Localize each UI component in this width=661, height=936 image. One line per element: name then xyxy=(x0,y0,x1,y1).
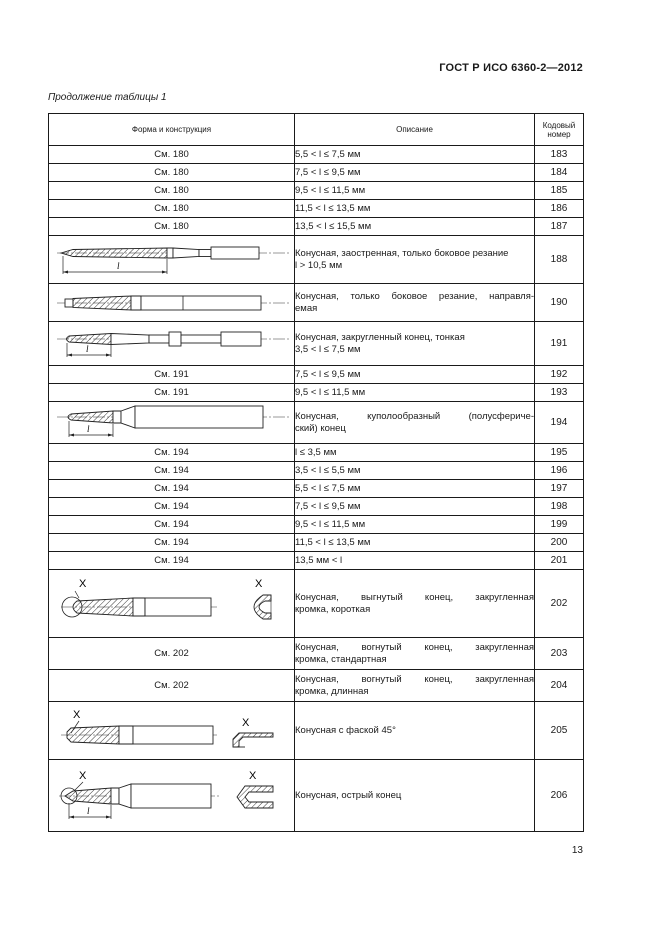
code-cell: 187 xyxy=(535,218,584,236)
table-row xyxy=(49,444,584,462)
length-label: l xyxy=(87,805,90,816)
drawing-cell xyxy=(49,284,295,322)
drawing-cell xyxy=(49,760,295,832)
description-line: 3,5 < l ≤ 7,5 мм xyxy=(295,343,361,355)
bur-drawing-sharp-end xyxy=(49,761,295,831)
form-cell: См. 194 xyxy=(49,534,295,552)
description-cell: 7,5 < l ≤ 9,5 мм xyxy=(295,366,535,384)
table-row xyxy=(49,702,584,760)
description-cell: 9,5 < l ≤ 11,5 мм xyxy=(295,182,535,200)
drawing-cell xyxy=(49,702,295,760)
description-cell: 11,5 < l ≤ 13,5 мм xyxy=(295,534,535,552)
description-line: кромка, короткая xyxy=(295,603,371,615)
page-number: 13 xyxy=(571,845,583,856)
table-row xyxy=(49,200,584,218)
description-cell: 9,5 < l ≤ 11,5 мм xyxy=(295,516,535,534)
code-cell: 199 xyxy=(535,516,584,534)
table-row xyxy=(49,322,584,366)
description-cell xyxy=(295,638,535,670)
description-cell: 5,5 < l ≤ 7,5 мм xyxy=(295,480,535,498)
code-cell: 206 xyxy=(535,760,584,832)
code-cell: 186 xyxy=(535,200,584,218)
code-cell: 203 xyxy=(535,638,584,670)
table-caption: Продолжение таблицы 1 xyxy=(48,92,167,103)
drawing-cell xyxy=(49,402,295,444)
code-cell: 205 xyxy=(535,702,584,760)
bur-drawing-tapered-rounded-thin xyxy=(49,323,295,365)
description-line: кромка, стандартная xyxy=(295,653,387,665)
description-line: Конусная, вогнутый конец, закругленная xyxy=(295,673,534,685)
table-row xyxy=(49,218,584,236)
form-cell: См. 191 xyxy=(49,384,295,402)
description-line: Конусная, только боковое резание, направля- xyxy=(295,290,534,302)
description-line: Конусная, вогнутый конец, закругленная xyxy=(295,641,534,653)
section-label: X xyxy=(79,769,87,782)
code-cell: 200 xyxy=(535,534,584,552)
description-cell xyxy=(295,236,535,284)
code-cell: 190 xyxy=(535,284,584,322)
table-row xyxy=(49,498,584,516)
code-cell: 202 xyxy=(535,570,584,638)
description-cell: Конусная, острый конец xyxy=(295,760,535,832)
bur-drawing-chamfer-45 xyxy=(49,703,295,759)
code-cell: 198 xyxy=(535,498,584,516)
bur-drawing-tapered-pointed xyxy=(49,237,295,283)
description-cell: 3,5 < l ≤ 5,5 мм xyxy=(295,462,535,480)
form-cell: См. 194 xyxy=(49,444,295,462)
form-cell: См. 180 xyxy=(49,182,295,200)
table-row xyxy=(49,516,584,534)
length-label: l xyxy=(117,260,120,271)
description-cell: 7,5 < l ≤ 9,5 мм xyxy=(295,498,535,516)
form-cell: См. 194 xyxy=(49,552,295,570)
table-row xyxy=(49,146,584,164)
description-line: кромка, длинная xyxy=(295,685,369,697)
description-cell xyxy=(295,402,535,444)
form-cell: См. 191 xyxy=(49,366,295,384)
table-row xyxy=(49,462,584,480)
description-cell xyxy=(295,322,535,366)
drawing-cell xyxy=(49,322,295,366)
description-cell: 9,5 < l ≤ 11,5 мм xyxy=(295,384,535,402)
table-row xyxy=(49,164,584,182)
description-cell: 13,5 мм < l xyxy=(295,552,535,570)
description-line: Конусная, закругленный конец, тонкая xyxy=(295,331,465,343)
table-row xyxy=(49,480,584,498)
code-cell: 196 xyxy=(535,462,584,480)
bur-drawing-tapered-side-cutting xyxy=(49,285,295,321)
code-cell: 192 xyxy=(535,366,584,384)
form-cell: См. 180 xyxy=(49,146,295,164)
column-header-description: Описание xyxy=(295,114,535,146)
drawing-cell xyxy=(49,570,295,638)
description-cell: 7,5 < l ≤ 9,5 мм xyxy=(295,164,535,182)
description-cell: 11,5 < l ≤ 13,5 мм xyxy=(295,200,535,218)
code-cell: 201 xyxy=(535,552,584,570)
table-row xyxy=(49,570,584,638)
document-header: ГОСТ Р ИСО 6360-2—2012 xyxy=(439,62,583,74)
table-row xyxy=(49,670,584,702)
column-header-form: Форма и конструкция xyxy=(49,114,295,146)
section-label: X xyxy=(73,708,81,721)
section-label: X xyxy=(242,716,250,729)
description-cell: Конусная с фаской 45° xyxy=(295,702,535,760)
table-row xyxy=(49,760,584,832)
code-cell: 193 xyxy=(535,384,584,402)
description-line: ский) конец xyxy=(295,422,346,434)
description-cell: l ≤ 3,5 мм xyxy=(295,444,535,462)
description-line: емая xyxy=(295,302,318,314)
table-row xyxy=(49,284,584,322)
code-cell: 191 xyxy=(535,322,584,366)
form-cell: См. 202 xyxy=(49,670,295,702)
description-cell xyxy=(295,570,535,638)
table-row xyxy=(49,366,584,384)
bur-table xyxy=(48,113,584,832)
code-cell: 194 xyxy=(535,402,584,444)
form-cell: См. 194 xyxy=(49,462,295,480)
table-row xyxy=(49,236,584,284)
section-label: X xyxy=(79,577,87,590)
description-cell xyxy=(295,284,535,322)
description-line: Конусная, выгнутый конец, закругленная xyxy=(295,591,534,603)
column-header-code-line2: номер xyxy=(547,129,571,139)
code-cell: 185 xyxy=(535,182,584,200)
table-row xyxy=(49,402,584,444)
drawing-cell xyxy=(49,236,295,284)
form-cell: См. 180 xyxy=(49,164,295,182)
description-line: Конусная, заостренная, только боковое резание xyxy=(295,247,509,259)
form-cell: См. 180 xyxy=(49,200,295,218)
section-label: X xyxy=(255,577,263,590)
code-cell: 188 xyxy=(535,236,584,284)
description-cell: 13,5 < l ≤ 15,5 мм xyxy=(295,218,535,236)
section-label: X xyxy=(249,769,257,782)
code-cell: 204 xyxy=(535,670,584,702)
code-cell: 183 xyxy=(535,146,584,164)
form-cell: См. 180 xyxy=(49,218,295,236)
description-cell xyxy=(295,670,535,702)
form-cell: См. 194 xyxy=(49,516,295,534)
code-cell: 184 xyxy=(535,164,584,182)
description-line: Конусная, куполообразный (полусфериче- xyxy=(295,410,534,422)
code-cell: 195 xyxy=(535,444,584,462)
bur-drawing-tapered-dome xyxy=(49,403,295,443)
column-header-code-line1: Кодовый xyxy=(542,120,576,130)
bur-drawing-convex-rounded-short xyxy=(49,571,295,637)
code-cell: 197 xyxy=(535,480,584,498)
form-cell: См. 194 xyxy=(49,498,295,516)
column-header-code xyxy=(535,114,584,146)
table-row xyxy=(49,182,584,200)
table-row xyxy=(49,534,584,552)
form-cell: См. 194 xyxy=(49,480,295,498)
length-label: l xyxy=(86,343,89,354)
table-row xyxy=(49,384,584,402)
description-line: l > 10,5 мм xyxy=(295,259,343,271)
table-header-row xyxy=(49,114,584,146)
description-cell: 5,5 < l ≤ 7,5 мм xyxy=(295,146,535,164)
table-row xyxy=(49,638,584,670)
form-cell: См. 202 xyxy=(49,638,295,670)
length-label: l xyxy=(87,423,90,434)
table-row xyxy=(49,552,584,570)
